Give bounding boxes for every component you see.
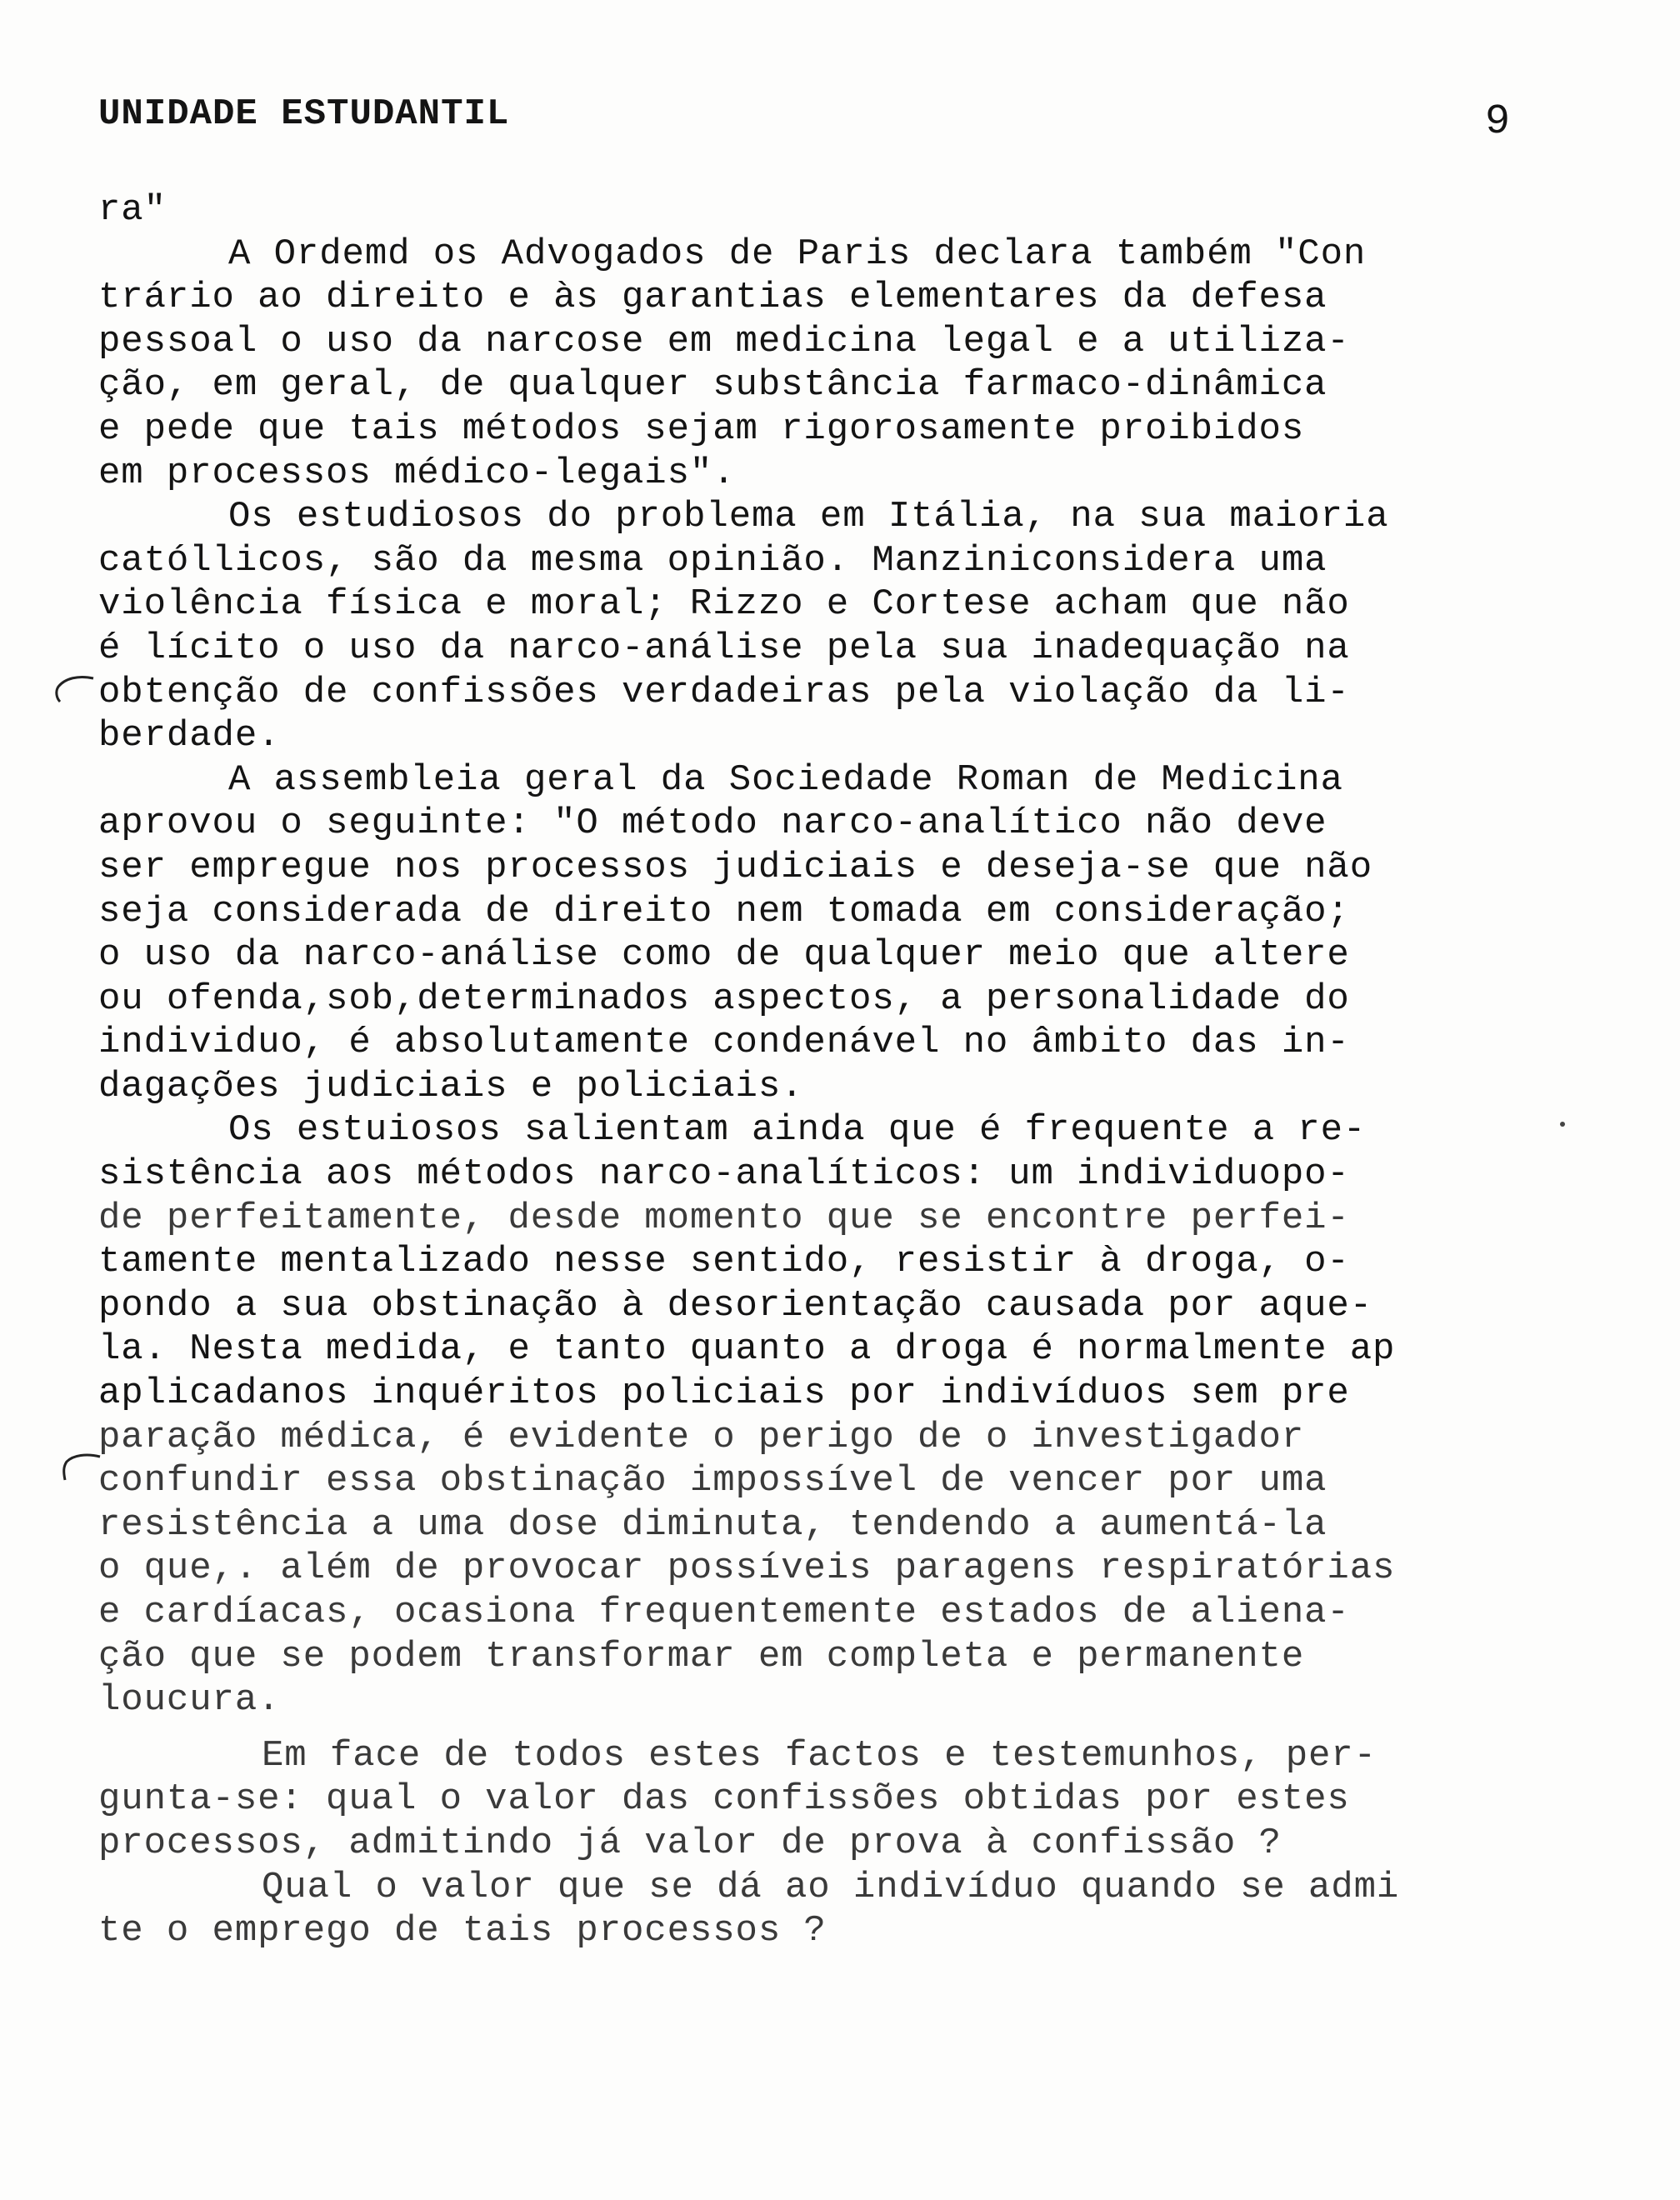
text-line: trário ao direito e às garantias elementares da defesa [98,277,1328,319]
text-line: Os estuiosos salientam ainda que é frequente a re- [228,1109,1367,1152]
text-line: resistência a uma dose diminuta, tendendo a aumentá-la [98,1503,1328,1546]
text-line: pessoal o uso da narcose em medicina legal e a utiliza- [98,320,1350,362]
text-line: paração médica, é evidente o perigo de o investigador [98,1416,1305,1458]
text-line: dagações judiciais e policiais. [98,1065,804,1108]
text-line: aprovou o seguinte: "O método narco-analítico não deve [98,802,1328,845]
body-text [98,188,1582,1953]
text-line: de perfeitamente, desde momento que se encontre perfei- [98,1197,1350,1239]
text-line: violência física e moral; Rizzo e Cortese acham que não [98,583,1350,626]
text-line: Os estudiosos do problema em Itália, na sua maioria [228,496,1389,538]
text-line: sistência aos métodos narco-analíticos: um individuopo- [98,1153,1350,1196]
text-line: e cardíacas, ocasiona frequentemente estados de aliena- [98,1592,1350,1633]
text-line: católlicos, são da mesma opinião. Manziniconsidera uma [98,539,1328,582]
margin-pencil-mark-icon [60,1447,102,1480]
text-line: ou ofenda,sob,determinados aspectos, a personalidade do [98,978,1350,1020]
text-line: tamente mentalizado nesse sentido, resistir à droga, o- [98,1241,1350,1283]
text-line: loucura. [98,1679,281,1722]
text-line: te o emprego de tais processos ? [98,1910,827,1952]
ink-speck-icon [1560,1122,1565,1127]
text-line: Qual o valor que se dá ao indivíduo quando se admi [262,1866,1400,1908]
text-line: gunta-se: qual o valor das confissões obtidas por estes [98,1778,1350,1821]
margin-pencil-mark-icon [53,673,95,707]
running-head: UNIDADE ESTUDANTIL [98,93,510,135]
text-line: ra" [98,189,167,231]
text-line: Em face de todos estes factos e testemunhos, per- [262,1734,1377,1777]
page-number: 9 [1485,98,1511,146]
text-line: pondo a sua obstinação à desorientação causada por aque- [98,1284,1373,1327]
text-line: seja considerada de direito nem tomada em consideração; [98,890,1350,932]
text-line: o uso da narco-análise como de qualquer meio que altere [98,934,1350,977]
text-line: ção que se podem transformar em completa e permanente [98,1635,1305,1678]
text-line: berdade. [98,715,281,758]
text-line: em processos médico-legais". [98,452,736,494]
text-line: é lícito o uso da narco-análise pela sua inadequação na [98,627,1350,669]
text-line: A Ordemd os Advogados de Paris declara também "Con [228,232,1367,275]
text-line: la. Nesta medida, e tanto quanto a droga é normalmente ap [98,1328,1396,1371]
text-line: obtenção de confissões verdadeiras pela violação da li- [98,671,1350,713]
text-line: A assembleia geral da Sociedade Roman de Medicina [228,758,1343,801]
text-line: processos, admitindo já valor de prova à confissão ? [98,1822,1282,1864]
text-line: confundir essa obstinação impossível de vencer por uma [98,1460,1328,1502]
text-line: ser empregue nos processos judiciais e deseja-se que não [98,846,1373,888]
text-line: aplicadanos inquéritos policiais por indivíduos sem pre [98,1372,1350,1415]
text-line: e pede que tais métodos sejam rigorosamente proibidos [98,408,1305,450]
text-line: o que,. além de provocar possíveis paragens respiratórias [98,1548,1396,1590]
text-line: individuo, é absolutamente condenável no âmbito das in- [98,1022,1350,1064]
text-line: ção, em geral, de qualquer substância farmaco-dinâmica [98,364,1328,407]
